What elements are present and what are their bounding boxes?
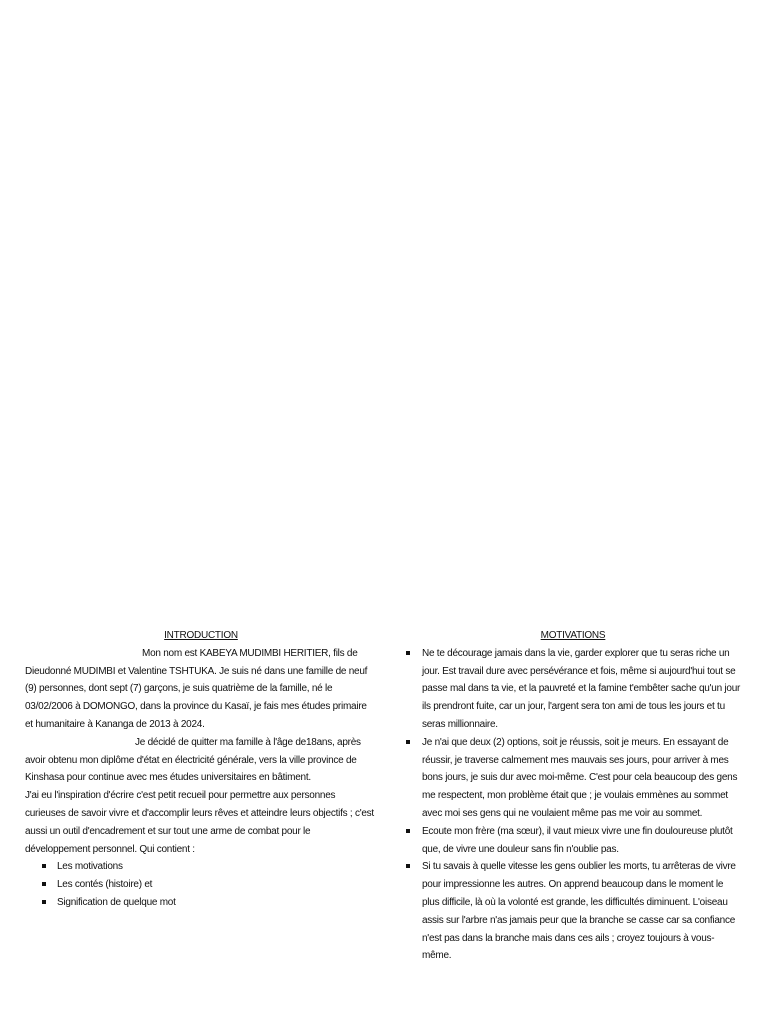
introduction-column xyxy=(25,627,377,912)
introduction-paragraph-2: Je décidé de quitter ma famille à l'âge de18ans, après avoir obtenu mon diplôme d'état en électricité générale, vers la ville province de Kinshasa pour continue avec mes études universitaires en bâtiment. xyxy=(25,736,361,784)
introduction-paragraph-1: Mon nom est KABEYA MUDIMBI HERITIER, fils de Dieudonné MUDIMBI et Valentine TSHTUKA. Je suis né dans une famille de neuf (9) personnes, dont sept (7) garçons, je suis quatrième de la famille, né le 03/02/2006 à DOMONGO, dans la province du Kasaï, je fais mes études primaire et humanitaire à Kananga de 2013 à 2024. xyxy=(25,647,368,730)
list-item: Je n'ai que deux (2) options, soit je réussis, soit je meurs. En essayant de réussir, je traverse calmement mes mauvais ses jours, pour arriver à mes bons jours, je suis dur avec moi-même. C'est pour cela beaucoup des gens me respectent, mon problème était que ; je voulais emmènes au sommet avec moi ses gens qui ne voulaient même pas me voir au sommet. xyxy=(405,734,741,823)
list-item: Les motivations xyxy=(25,858,377,876)
list-item: Ne te décourage jamais dans la vie, garder explorer que tu seras riche un jour. Est travail dure avec persévérance et fois, même si aujourd'hui tout se passe mal dans ta vie, et la pauvreté et la famine t'embêter sache qu'un jour ils prendront fuite, car un jour, l'argent sera ton ami de tous les jours et tu seras millionnaire. xyxy=(405,645,741,734)
list-item: Les contés (histoire) et xyxy=(25,876,377,894)
contents-list xyxy=(25,858,377,911)
introduction-heading: INTRODUCTION xyxy=(164,630,238,641)
list-item: Signification de quelque mot xyxy=(25,894,377,912)
list-item: Si tu savais à quelle vitesse les gens oublier les morts, tu arrêteras de vivre pour impressionne les autres. On apprend beaucoup dans le moment le plus difficile, là où la volonté est grande, les difficultés diminuent. L'oiseau assis sur l'arbre n'as jamais peur que la branche se casse car sa confiance n'est pas dans la branche mais dans ces ails ; croyez toujours à vous-même. xyxy=(405,858,741,965)
motivations-column xyxy=(405,627,741,965)
list-item: Ecoute mon frère (ma sœur), il vaut mieux vivre une fin douloureuse plutôt que, de vivre une douleur sans fin n'oublie pas. xyxy=(405,823,741,859)
motivations-list xyxy=(405,645,741,965)
introduction-paragraph-3: J'ai eu l'inspiration d'écrire c'est petit recueil pour permettre aux personnes curieuses de savoir vivre et d'accomplir leurs rêves et atteindre leurs objectifs ; c'est aussi un outil d'encadrement et sur tout une arme de combat pour le développement personnel. Qui contient : xyxy=(25,790,374,855)
motivations-heading: MOTIVATIONS xyxy=(540,630,606,641)
